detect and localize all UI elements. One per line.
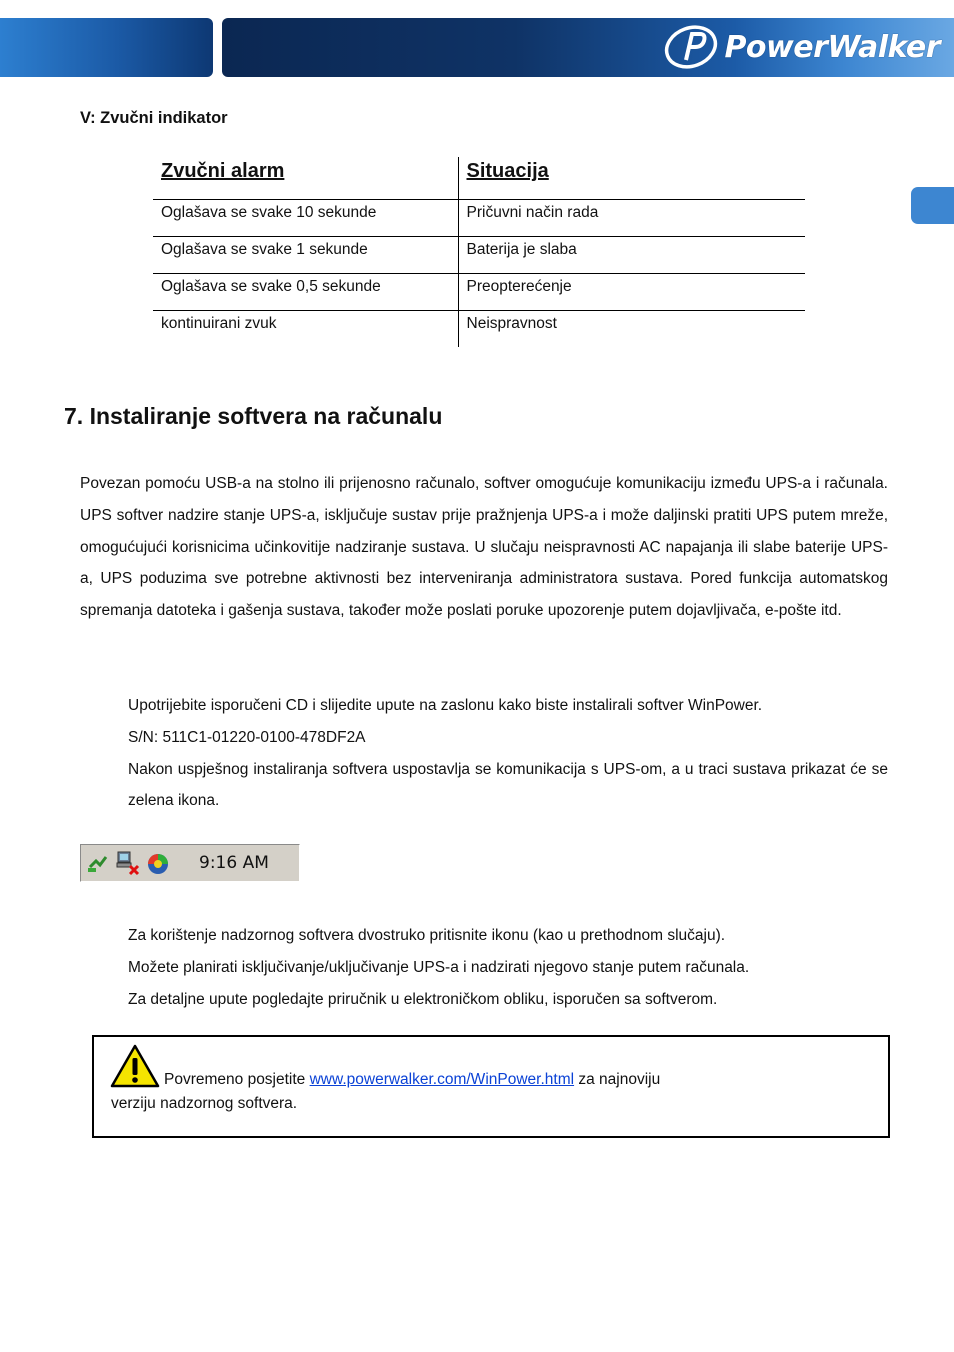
side-tab <box>911 187 954 224</box>
system-tray-image <box>80 844 300 882</box>
note-text-before: Povremeno posjetite <box>164 1071 310 1088</box>
computer-error-icon <box>115 849 141 877</box>
network-plug-icon <box>85 849 111 877</box>
table-cell: Oglašava se svake 1 sekunde <box>153 236 458 273</box>
tray-clock: 9:16 AM <box>199 853 269 873</box>
install-instructions <box>128 690 888 817</box>
powerwalker-logo <box>662 24 940 70</box>
winpower-icon <box>145 849 171 877</box>
warning-icon <box>110 1044 160 1093</box>
note-line-2: verziju nadzornog softvera. <box>111 1095 298 1112</box>
table-cell: Oglašava se svake 0,5 sekunde <box>153 273 458 310</box>
table-row <box>153 310 805 347</box>
table-cell: Oglašava se svake 10 sekunde <box>153 199 458 236</box>
usage-instructions <box>128 920 888 1015</box>
alarm-table <box>153 157 805 347</box>
install-step-cd: Upotrijebite isporučeni CD i slijedite upute na zaslonu kako biste instalirali softver WinPower. <box>128 697 763 714</box>
winpower-link[interactable]: www.powerwalker.com/WinPower.html <box>309 1071 575 1088</box>
table-cell: Baterija je slaba <box>458 236 805 273</box>
table-row <box>153 199 805 236</box>
table-cell: Preopterećenje <box>458 273 805 310</box>
table-header-alarm: Zvučni alarm <box>153 157 458 199</box>
logo-text: PowerWalker <box>724 29 940 65</box>
table-header-row <box>153 157 805 199</box>
header-band <box>0 18 954 77</box>
note-text-after: za najnoviju <box>574 1071 661 1088</box>
install-step-result: Nakon uspješnog instaliranja softvera uspostavlja se komunikacija s UPS-om, a u traci sustava prikazat će se zelena ikona. <box>128 760 888 810</box>
serial-number: S/N: 511C1-01220-0100-478DF2A <box>128 728 366 746</box>
header-segment-left <box>0 18 213 77</box>
usage-line-schedule: Možete planirati isključivanje/uključivanje UPS-a i nadzirati njegovo stanje putem računala. <box>128 958 750 976</box>
table-header-situation: Situacija <box>458 157 805 199</box>
logo-emblem-icon <box>662 24 720 70</box>
usage-line-manual: Za detaljne upute pogledajte priručnik u elektroničkom obliku, isporučen sa softverom. <box>128 990 718 1008</box>
chapter-title: 7. Instaliranje softvera na računalu <box>64 403 443 429</box>
note-box <box>92 1035 890 1138</box>
table-row <box>153 236 805 273</box>
note-line-1 <box>164 1071 660 1089</box>
table-cell: Neispravnost <box>466 314 557 332</box>
intro-paragraph: Povezan pomoću USB-a na stolno ili prijenosno računalo, softver omogućuje komunikaciju između UPS-a i računala. UPS softver nadzire stanje UPS-a, isključuje sustav prije pražnjenja UPS-a i može daljinski pratiti UPS putem mreže, omogućujući korisnicima učinkovitije nadziranje sustava. U slučaju neispravnosti AC napajanja ili slabe baterije UPS-a, UPS poduzima sve potrebne aktivnosti bez interveniranja administratora sustava. Pored funkcija automatskog spremanja datoteka i gašenja sustava, također može poslati poruke upozorenje putem dojavljivača, e-pošte itd. <box>80 475 888 620</box>
table-cell: kontinuirani zvuk <box>153 310 458 347</box>
header-segment-right <box>222 18 954 77</box>
table-row <box>153 273 805 310</box>
usage-line-doubleclick: Za korištenje nadzornog softvera dvostruko pritisnite ikonu (kao u prethodnom slučaju). <box>128 927 726 944</box>
section-title: V: Zvučni indikator <box>80 109 228 127</box>
table-cell: Pričuvni način rada <box>458 199 805 236</box>
